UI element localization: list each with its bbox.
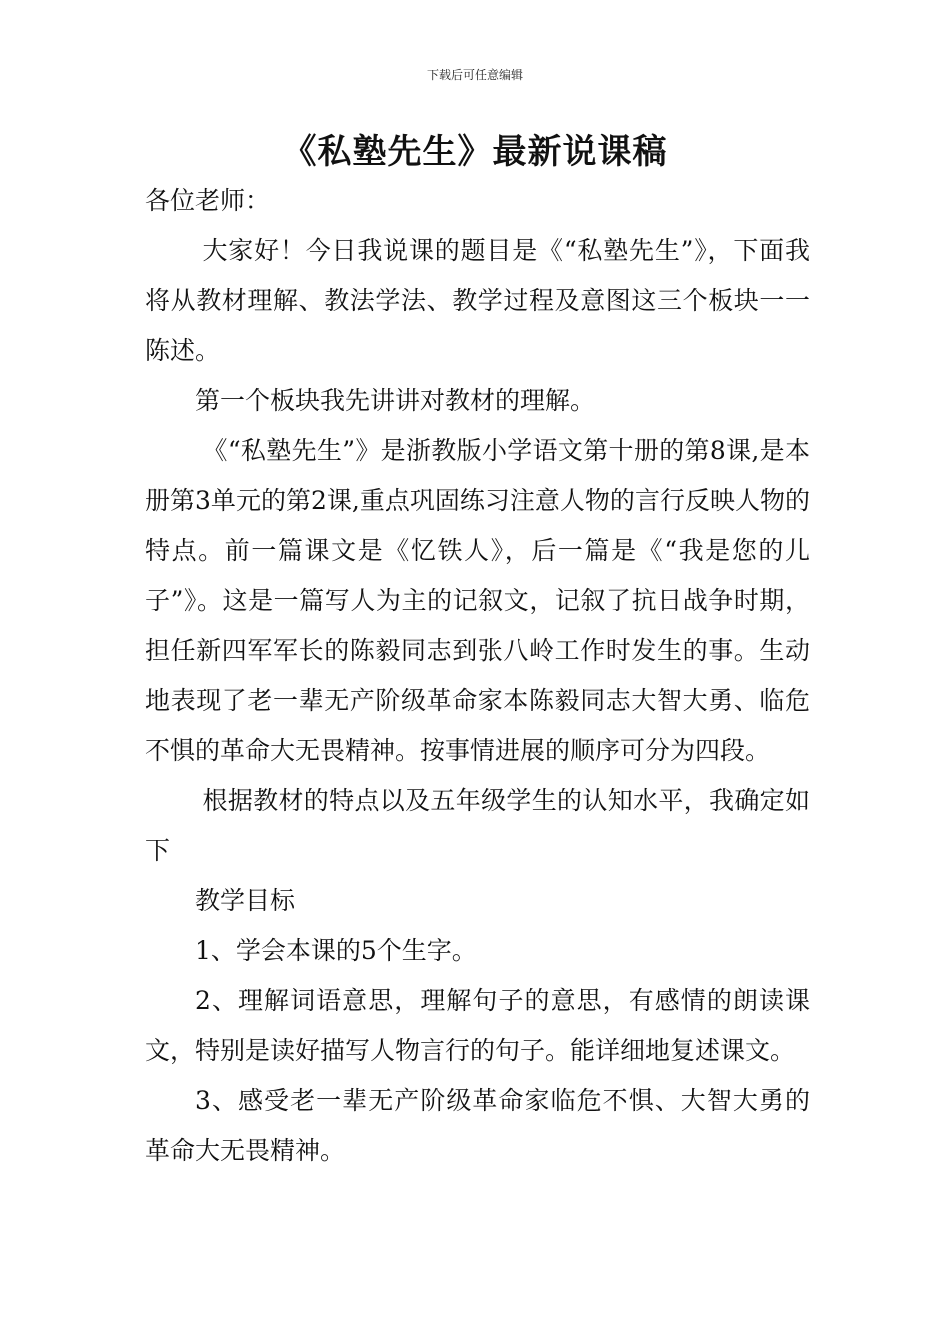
goal-item-1: 1、学会本课的5个生字。 bbox=[195, 936, 477, 965]
section-heading-teaching-goals: 教学目标 bbox=[195, 886, 296, 915]
goal-item-3: 3、感受老一辈无产阶级革命家临危不惧、大智大勇的革命大无畏精神。 bbox=[145, 1086, 810, 1165]
document-title: 《私塾先生》最新说课稿 bbox=[282, 132, 668, 172]
greeting: 各位老师： bbox=[145, 186, 271, 215]
header-note: 下载后可任意编辑 bbox=[426, 68, 523, 82]
document-body bbox=[145, 176, 810, 1176]
paragraph-4: 根据教材的特点以及五年级学生的认知水平，我确定如下 bbox=[145, 786, 810, 865]
goal-item-2: 2、理解词语意思，理解句子的意思，有感情的朗读课文，特别是读好描写人物言行的句子。能详细地复述课文。 bbox=[145, 986, 810, 1065]
paragraph-3: 《“私塾先生”》是浙教版小学语文第十册的第8课,是本册第3单元的第2课,重点巩固练习注意人物的言行反映人物的特点。前一篇课文是《忆铁人》，后一篇是《“我是您的儿子”》。这是一篇写人为主的记叙文，记叙了抗日战争时期，担任新四军军长的陈毅同志到张八岭工作时发生的事。生动地表现了老一辈无产阶级革命家本陈毅同志大智大勇、临危不惧的革命大无畏精神。按事情进展的顺序可分为四段。 bbox=[145, 436, 810, 765]
paragraph-2: 第一个板块我先讲讲对教材的理解。 bbox=[195, 386, 596, 415]
paragraph-1: 大家好！今日我说课的题目是《“私塾先生”》，下面我将从教材理解、教法学法、教学过程及意图这三个板块一一陈述。 bbox=[145, 236, 810, 365]
